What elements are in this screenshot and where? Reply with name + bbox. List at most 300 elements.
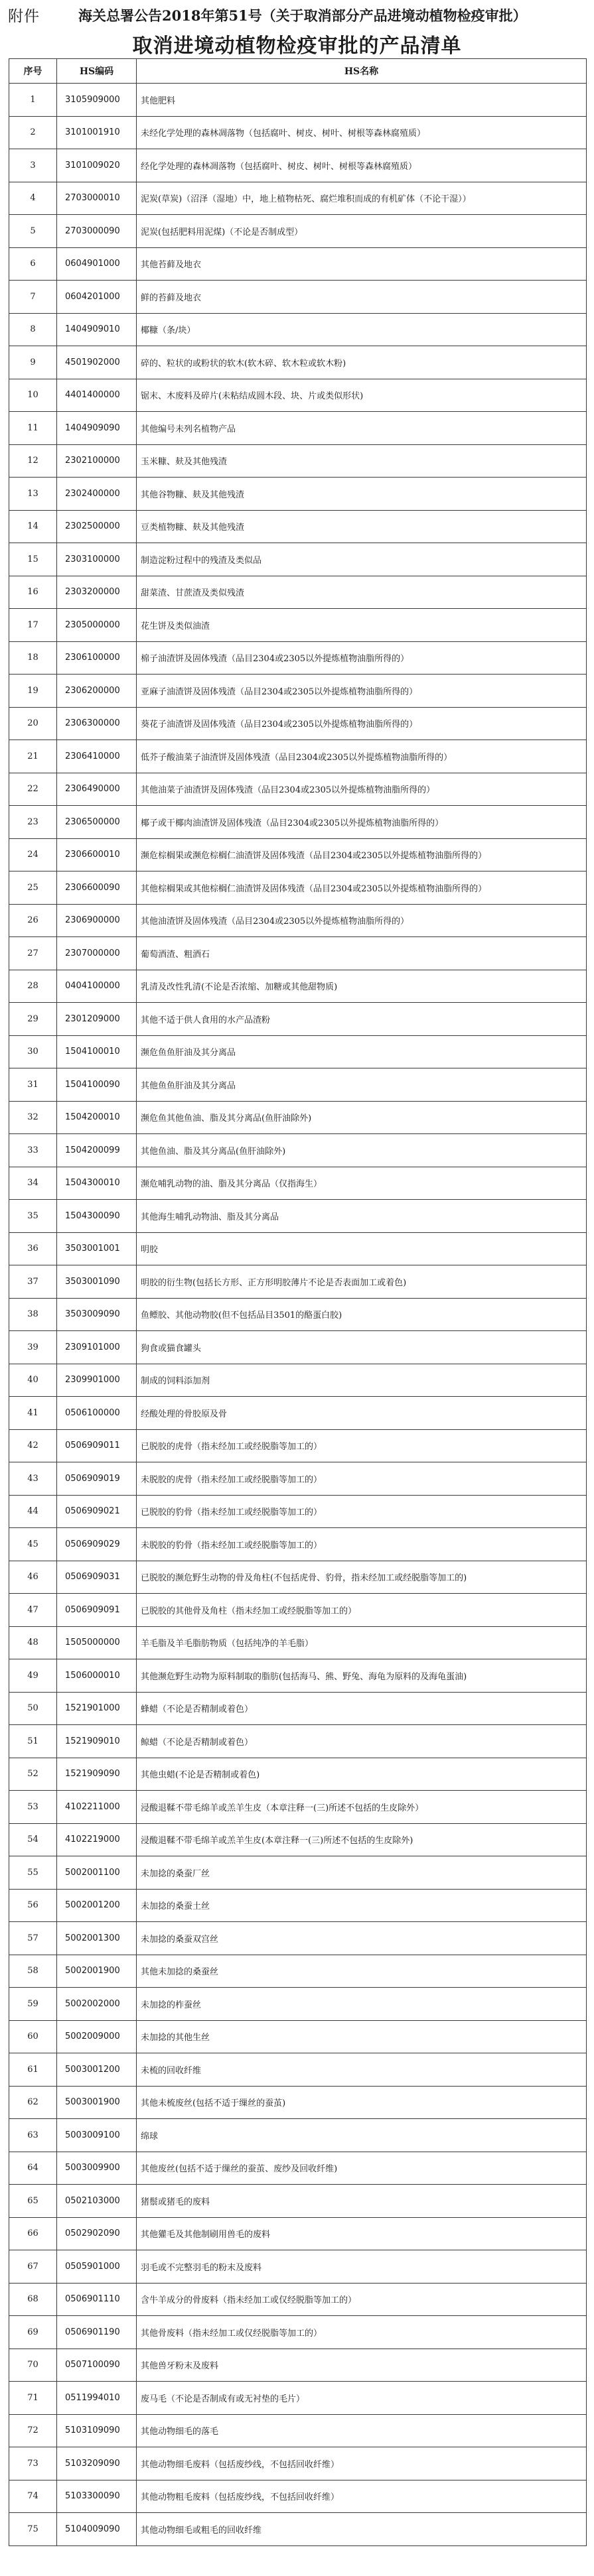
- cell-hs-name: 其他未梳废丝(包括不适于缫丝的蚕茧): [137, 2086, 587, 2119]
- cell-index: 40: [9, 1364, 57, 1397]
- table-row: [9, 2382, 587, 2415]
- cell-hs-name: 其他鱼油、脂及其分离品(鱼肝油除外): [137, 1134, 587, 1167]
- cell-index: 62: [9, 2086, 57, 2119]
- table-row: [9, 1200, 587, 1233]
- cell-hs-name: 棉子油渣饼及固体残渣（品目2304或2305以外提炼植物油脂所得的）: [137, 641, 587, 675]
- cell-index: 26: [9, 904, 57, 937]
- cell-hs-code: 2703000090: [57, 215, 137, 248]
- cell-index: 42: [9, 1429, 57, 1462]
- cell-hs-name: 含牛羊成分的骨废料（指未经加工或仅经脱脂等加工的）: [137, 2283, 587, 2316]
- cell-index: 46: [9, 1561, 57, 1594]
- cell-hs-code: 2306300000: [57, 707, 137, 740]
- table-row: [9, 675, 587, 708]
- cell-index: 34: [9, 1167, 57, 1200]
- column-header-hs-name: HS名称: [137, 59, 587, 84]
- table-header: [9, 59, 587, 84]
- table-row: [9, 215, 587, 248]
- cell-index: 53: [9, 1791, 57, 1824]
- cell-hs-code: 3101001910: [57, 116, 137, 149]
- table-row: [9, 2185, 587, 2218]
- cell-index: 63: [9, 2119, 57, 2152]
- cell-hs-name: 其他编号未列名植物产品: [137, 412, 587, 445]
- cell-index: 30: [9, 1035, 57, 1068]
- table-row: [9, 773, 587, 806]
- cell-hs-code: 0604901000: [57, 247, 137, 281]
- cell-hs-name: 其他动物细毛废料（包括废纱线，不包括回收纤维）: [137, 2447, 587, 2480]
- table-row: [9, 149, 587, 182]
- table-row: [9, 1397, 587, 1430]
- cell-hs-code: 0506909011: [57, 1429, 137, 1462]
- cell-index: 47: [9, 1594, 57, 1627]
- cell-index: 7: [9, 281, 57, 314]
- table-row: [9, 281, 587, 314]
- cell-index: 20: [9, 707, 57, 740]
- cell-index: 55: [9, 1856, 57, 1890]
- cell-hs-name: 濒危鱼鱼肝油及其分离品: [137, 1035, 587, 1068]
- cell-hs-name: 鱼鳔胶、其他动物胶(但不包括品目3501的酪蛋白胶): [137, 1298, 587, 1331]
- cell-hs-name: 椰子或干椰肉油渣饼及固体残渣（品目2304或2305以外提炼植物油脂所得的）: [137, 806, 587, 839]
- cell-hs-name: 花生饼及类似油渣: [137, 609, 587, 642]
- table-row: [9, 806, 587, 839]
- table-row: [9, 1725, 587, 1758]
- cell-hs-code: 1404909010: [57, 313, 137, 346]
- cell-index: 35: [9, 1200, 57, 1233]
- table-row: [9, 1955, 587, 1988]
- cell-index: 25: [9, 871, 57, 905]
- table-row: [9, 2086, 587, 2119]
- cell-hs-name: 蜂蜡（不论是否精制或着色）: [137, 1692, 587, 1725]
- cell-index: 36: [9, 1232, 57, 1265]
- table-row: [9, 1561, 587, 1594]
- cell-index: 38: [9, 1298, 57, 1331]
- cell-hs-code: 2302100000: [57, 444, 137, 478]
- cell-index: 17: [9, 609, 57, 642]
- table-row: [9, 2283, 587, 2316]
- cell-index: 23: [9, 806, 57, 839]
- cell-hs-name: 豆类植物糠、麸及其他残渣: [137, 510, 587, 543]
- cell-index: 39: [9, 1331, 57, 1364]
- cell-index: 50: [9, 1692, 57, 1725]
- cell-index: 60: [9, 2020, 57, 2053]
- cell-hs-code: 3503001090: [57, 1265, 137, 1299]
- table-row: [9, 641, 587, 675]
- cell-hs-code: 1521909010: [57, 1725, 137, 1758]
- cell-hs-code: 5002002000: [57, 1988, 137, 2021]
- cell-index: 61: [9, 2053, 57, 2087]
- cell-hs-code: 2301209000: [57, 1003, 137, 1036]
- cell-hs-name: 濒危哺乳动物的油、脂及其分离品（仅指海生）: [137, 1167, 587, 1200]
- cell-hs-name: 低芥子酸油菜子油渣饼及固体残渣（品目2304或2305以外提炼植物油脂所得的）: [137, 740, 587, 773]
- cell-hs-name: 明胶: [137, 1232, 587, 1265]
- cell-hs-name: 未脱胶的虎骨（指未经加工或经脱脂等加工的）: [137, 1462, 587, 1496]
- cell-index: 74: [9, 2480, 57, 2513]
- cell-hs-name: 泥炭(包括肥料用泥煤)（不论是否制成型）: [137, 215, 587, 248]
- table-row: [9, 1035, 587, 1068]
- cell-hs-code: 5003009100: [57, 2119, 137, 2152]
- cell-index: 58: [9, 1955, 57, 1988]
- table-row: [9, 1922, 587, 1955]
- cell-hs-code: 0506909031: [57, 1561, 137, 1594]
- cell-hs-name: 猪鬃或猪毛的废料: [137, 2185, 587, 2218]
- cell-hs-name: 濒危棕榈果或濒危棕榈仁油渣饼及固体残渣（品目2304或2305以外提炼植物油脂所得的）: [137, 838, 587, 871]
- cell-hs-name: 废马毛（不论是否制成有或无衬垫的毛片）: [137, 2382, 587, 2415]
- attachment-label: 附件: [8, 8, 40, 25]
- cell-hs-name: 未加捻的其他生丝: [137, 2020, 587, 2053]
- cell-hs-code: 5103300090: [57, 2480, 137, 2513]
- cell-index: 44: [9, 1495, 57, 1528]
- cell-index: 6: [9, 247, 57, 281]
- cell-hs-name: 未梳的回收纤维: [137, 2053, 587, 2087]
- cell-hs-code: 2305000000: [57, 609, 137, 642]
- cell-index: 24: [9, 838, 57, 871]
- table-row: [9, 2217, 587, 2250]
- cell-hs-name: 其他棕榈果或其他棕榈仁油渣饼及固体残渣（品目2304或2305以外提炼植物油脂所得的）: [137, 871, 587, 905]
- cell-hs-code: 0506901110: [57, 2283, 137, 2316]
- cell-hs-code: 0604201000: [57, 281, 137, 314]
- page-title: 取消进境动植物检疫审批的产品清单: [132, 34, 462, 58]
- table-row: [9, 116, 587, 149]
- cell-hs-name: 已脱胶的虎骨（指未经加工或经脱脂等加工的）: [137, 1429, 587, 1462]
- table-row: [9, 1856, 587, 1890]
- cell-hs-name: 亚麻子油渣饼及固体残渣（品目2304或2305以外提炼植物油脂所得的）: [137, 675, 587, 708]
- cell-hs-name: 已脱胶的濒危野生动物的骨及角柱(不包括虎骨、豹骨，指未经加工或经脱脂等加工的): [137, 1561, 587, 1594]
- cell-index: 75: [9, 2513, 57, 2546]
- table-row: [9, 1988, 587, 2021]
- cell-hs-code: 1504300090: [57, 1200, 137, 1233]
- table-row: [9, 871, 587, 905]
- cell-index: 32: [9, 1101, 57, 1134]
- cell-hs-name: 椰糠（条/块）: [137, 313, 587, 346]
- cell-index: 10: [9, 379, 57, 412]
- table-row: [9, 970, 587, 1003]
- cell-hs-name: 浸酸退鞣不带毛绵羊或羔羊生皮（本章注释一(三)所述不包括的生皮除外）: [137, 1791, 587, 1824]
- cell-index: 5: [9, 215, 57, 248]
- table-row: [9, 478, 587, 511]
- cell-hs-name: 其他不适于供人食用的水产品渣粉: [137, 1003, 587, 1036]
- cell-hs-code: 5003001200: [57, 2053, 137, 2087]
- cell-hs-code: 0506909091: [57, 1594, 137, 1627]
- table-row: [9, 2316, 587, 2349]
- table-row: [9, 1528, 587, 1561]
- table-row: [9, 1429, 587, 1462]
- cell-hs-code: 5002009000: [57, 2020, 137, 2053]
- table-row: [9, 2349, 587, 2382]
- table-row: [9, 1626, 587, 1659]
- cell-index: 11: [9, 412, 57, 445]
- cell-hs-name: 泥炭(草炭)（沼泽（湿地）中，地上植物枯死、腐烂堆积而成的有机矿体（不论干湿））: [137, 182, 587, 215]
- table-row: [9, 84, 587, 117]
- table-row: [9, 379, 587, 412]
- cell-hs-code: 2306500000: [57, 806, 137, 839]
- cell-index: 49: [9, 1659, 57, 1693]
- cell-hs-name: 未加捻的桑蚕土丝: [137, 1889, 587, 1922]
- cell-index: 28: [9, 970, 57, 1003]
- cell-hs-name: 经酸处理的骨胶原及骨: [137, 1397, 587, 1430]
- table-row: [9, 2119, 587, 2152]
- cell-hs-name: 其他兽牙粉末及废料: [137, 2349, 587, 2382]
- cell-hs-code: 1504200099: [57, 1134, 137, 1167]
- cell-hs-code: 0502902090: [57, 2217, 137, 2250]
- table-row: [9, 510, 587, 543]
- table-row: [9, 2447, 587, 2480]
- cell-index: 9: [9, 346, 57, 379]
- cell-hs-name: 锯末、木废料及碎片(未粘结成圆木段、块、片或类似形状): [137, 379, 587, 412]
- table-row: [9, 1364, 587, 1397]
- cell-hs-name: 其他废丝(包括不适于缫丝的蚕茧、废纱及回收纤维): [137, 2152, 587, 2185]
- table-row: [9, 247, 587, 281]
- cell-hs-name: 未加捻的柞蚕丝: [137, 1988, 587, 2021]
- cell-hs-code: 0502103000: [57, 2185, 137, 2218]
- cell-hs-code: 2306900000: [57, 904, 137, 937]
- cell-hs-code: 3503001001: [57, 1232, 137, 1265]
- cell-hs-code: 1504100090: [57, 1068, 137, 1102]
- cell-hs-name: 鲜的苔藓及地衣: [137, 281, 587, 314]
- cell-hs-name: 浸酸退鞣不带毛绵羊或羔羊生皮(本章注释一(三)所述不包括的生皮除外): [137, 1823, 587, 1856]
- cell-hs-code: 1521901000: [57, 1692, 137, 1725]
- table-row: [9, 1167, 587, 1200]
- cell-hs-code: 0404100000: [57, 970, 137, 1003]
- cell-index: 65: [9, 2185, 57, 2218]
- table-row: [9, 2480, 587, 2513]
- cell-index: 29: [9, 1003, 57, 1036]
- cell-index: 45: [9, 1528, 57, 1561]
- cell-index: 43: [9, 1462, 57, 1496]
- cell-hs-code: 0505901000: [57, 2250, 137, 2284]
- document-header: [0, 0, 594, 58]
- cell-index: 27: [9, 937, 57, 970]
- cell-index: 59: [9, 1988, 57, 2021]
- cell-hs-name: 羽毛或不完整羽毛的粉末及废料: [137, 2250, 587, 2284]
- cell-hs-name: 经化学处理的森林凋落物（包括腐叶、树皮、树叶、树根等森林腐殖质）: [137, 149, 587, 182]
- cell-hs-code: 3105909000: [57, 84, 137, 117]
- cell-hs-name: 绵球: [137, 2119, 587, 2152]
- table-row: [9, 1265, 587, 1299]
- cell-index: 15: [9, 543, 57, 576]
- cell-hs-code: 1504100010: [57, 1035, 137, 1068]
- cell-hs-name: 其他鱼鱼肝油及其分离品: [137, 1068, 587, 1102]
- table-row: [9, 1758, 587, 1791]
- cell-index: 3: [9, 149, 57, 182]
- cell-index: 37: [9, 1265, 57, 1299]
- cell-hs-name: 制成的饲料添加剂: [137, 1364, 587, 1397]
- cell-hs-name: 其他獾毛及其他制刷用兽毛的废料: [137, 2217, 587, 2250]
- cell-hs-code: 1506000010: [57, 1659, 137, 1693]
- cell-hs-name: 其他苔藓及地衣: [137, 247, 587, 281]
- cell-hs-code: 2303200000: [57, 576, 137, 609]
- cell-index: 4: [9, 182, 57, 215]
- cell-index: 68: [9, 2283, 57, 2316]
- cell-hs-name: 其他油菜子油渣饼及固体残渣（品目2304或2305以外提炼植物油脂所得的）: [137, 773, 587, 806]
- cell-hs-name: 鲸蜡（不论是否精制或着色）: [137, 1725, 587, 1758]
- cell-hs-name: 其他动物粗毛废料（包括废纱线，不包括回收纤维）: [137, 2480, 587, 2513]
- table-row: [9, 1692, 587, 1725]
- cell-index: 73: [9, 2447, 57, 2480]
- cell-index: 14: [9, 510, 57, 543]
- cell-hs-name: 未脱胶的豹骨（指未经加工或经脱脂等加工的）: [137, 1528, 587, 1561]
- table-row: [9, 1232, 587, 1265]
- cell-hs-code: 1505000000: [57, 1626, 137, 1659]
- cell-hs-name: 未经化学处理的森林凋落物（包括腐叶、树皮、树叶、树根等森林腐殖质）: [137, 116, 587, 149]
- table-row: [9, 1101, 587, 1134]
- table-row: [9, 1594, 587, 1627]
- cell-hs-code: 2703000010: [57, 182, 137, 215]
- cell-hs-code: 5003009900: [57, 2152, 137, 2185]
- cell-index: 12: [9, 444, 57, 478]
- cell-hs-code: 5002001900: [57, 1955, 137, 1988]
- table-row: [9, 838, 587, 871]
- cell-hs-name: 其他虫蜡(不论是否精制或着色): [137, 1758, 587, 1791]
- cell-index: 66: [9, 2217, 57, 2250]
- cell-index: 16: [9, 576, 57, 609]
- cell-hs-code: 5104009090: [57, 2513, 137, 2546]
- cell-index: 8: [9, 313, 57, 346]
- cell-hs-name: 碎的、粒状的或粉状的软木(软木碎、软木粒或软木粉): [137, 346, 587, 379]
- table-body: [9, 84, 587, 2546]
- cell-hs-code: 0511994010: [57, 2382, 137, 2415]
- table-row: [9, 1889, 587, 1922]
- cell-hs-code: 4501902000: [57, 346, 137, 379]
- cell-hs-name: 未加捻的桑蚕双宫丝: [137, 1922, 587, 1955]
- table-row: [9, 1462, 587, 1496]
- cell-hs-name: 濒危鱼其他鱼油、脂及其分离品(鱼肝油除外): [137, 1101, 587, 1134]
- cell-hs-name: 狗食或猫食罐头: [137, 1331, 587, 1364]
- product-list-table: [9, 58, 587, 2546]
- cell-index: 19: [9, 675, 57, 708]
- cell-hs-code: 2306490000: [57, 773, 137, 806]
- cell-hs-name: 其他海生哺乳动物油、脂及其分离品: [137, 1200, 587, 1233]
- cell-index: 64: [9, 2152, 57, 2185]
- cell-hs-code: 1504200010: [57, 1101, 137, 1134]
- table-row: [9, 2513, 587, 2546]
- cell-index: 69: [9, 2316, 57, 2349]
- cell-index: 48: [9, 1626, 57, 1659]
- cell-hs-code: 2309101000: [57, 1331, 137, 1364]
- cell-hs-code: 5103109090: [57, 2414, 137, 2447]
- cell-hs-name: 其他油渣饼及固体残渣（品目2304或2305以外提炼植物油脂所得的）: [137, 904, 587, 937]
- cell-index: 51: [9, 1725, 57, 1758]
- cell-hs-code: 1521909090: [57, 1758, 137, 1791]
- table-row: [9, 609, 587, 642]
- cell-hs-name: 制造淀粉过程中的残渣及类似品: [137, 543, 587, 576]
- table-row: [9, 576, 587, 609]
- table-row: [9, 2250, 587, 2284]
- table-row: [9, 1331, 587, 1364]
- cell-hs-name: 葵花子油渣饼及固体残渣（品目2304或2305以外提炼植物油脂所得的）: [137, 707, 587, 740]
- cell-index: 33: [9, 1134, 57, 1167]
- column-header-index: 序号: [9, 59, 57, 84]
- cell-hs-code: 4401400000: [57, 379, 137, 412]
- table-row: [9, 2053, 587, 2087]
- table-row: [9, 1298, 587, 1331]
- cell-hs-code: 2306410000: [57, 740, 137, 773]
- table-row: [9, 1791, 587, 1824]
- cell-index: 54: [9, 1823, 57, 1856]
- cell-hs-code: 0506909021: [57, 1495, 137, 1528]
- table-row: [9, 1659, 587, 1693]
- cell-index: 13: [9, 478, 57, 511]
- cell-hs-code: 1404909090: [57, 412, 137, 445]
- table-row: [9, 543, 587, 576]
- cell-hs-name: 其他动物细毛的落毛: [137, 2414, 587, 2447]
- cell-hs-code: 0506909019: [57, 1462, 137, 1496]
- cell-hs-name: 甜菜渣、甘蔗渣及类似残渣: [137, 576, 587, 609]
- cell-hs-code: 2306600090: [57, 871, 137, 905]
- cell-index: 67: [9, 2250, 57, 2284]
- cell-hs-name: 其他未加捻的桑蚕丝: [137, 1955, 587, 1988]
- cell-hs-name: 其他肥料: [137, 84, 587, 117]
- cell-hs-code: 2306600010: [57, 838, 137, 871]
- cell-hs-code: 0506909029: [57, 1528, 137, 1561]
- cell-index: 18: [9, 641, 57, 675]
- cell-index: 1: [9, 84, 57, 117]
- cell-index: 41: [9, 1397, 57, 1430]
- cell-hs-code: 5003001900: [57, 2086, 137, 2119]
- cell-index: 56: [9, 1889, 57, 1922]
- cell-hs-code: 2302400000: [57, 478, 137, 511]
- table-row: [9, 2152, 587, 2185]
- cell-index: 70: [9, 2349, 57, 2382]
- table-row: [9, 1134, 587, 1167]
- cell-hs-code: 5002001200: [57, 1889, 137, 1922]
- cell-hs-code: 2306100000: [57, 641, 137, 675]
- cell-hs-name: 其他谷物糠、麸及其他残渣: [137, 478, 587, 511]
- cell-hs-name: 明胶的衍生物(包括长方形、正方形明胶薄片不论是否表面加工或着色): [137, 1265, 587, 1299]
- table-row: [9, 707, 587, 740]
- table-row: [9, 1495, 587, 1528]
- cell-hs-code: 4102219000: [57, 1823, 137, 1856]
- table-row: [9, 904, 587, 937]
- cell-hs-name: 未加捻的桑蚕厂丝: [137, 1856, 587, 1890]
- cell-hs-code: 0506100000: [57, 1397, 137, 1430]
- cell-hs-code: 3101009020: [57, 149, 137, 182]
- cell-hs-name: 葡萄酒渣、粗酒石: [137, 937, 587, 970]
- cell-hs-name: 乳清及改性乳清(不论是否浓缩、加糖或其他甜物质): [137, 970, 587, 1003]
- cell-index: 71: [9, 2382, 57, 2415]
- table-row: [9, 740, 587, 773]
- cell-hs-code: 2309901000: [57, 1364, 137, 1397]
- table-row: [9, 182, 587, 215]
- cell-hs-code: 1504300010: [57, 1167, 137, 1200]
- cell-hs-name: 其他濒危野生动物为原料制取的脂肪(包括海马、熊、野兔、海龟为原料的及海龟蛋油): [137, 1659, 587, 1693]
- cell-hs-code: 4102211000: [57, 1791, 137, 1824]
- table-header-row: [9, 59, 587, 84]
- cell-hs-code: 2302500000: [57, 510, 137, 543]
- cell-index: 22: [9, 773, 57, 806]
- table-row: [9, 1003, 587, 1036]
- table-row: [9, 313, 587, 346]
- cell-index: 57: [9, 1922, 57, 1955]
- cell-hs-name: 羊毛脂及羊毛脂肪物质（包括纯净的羊毛脂）: [137, 1626, 587, 1659]
- cell-index: 2: [9, 116, 57, 149]
- cell-hs-code: 5002001300: [57, 1922, 137, 1955]
- table-row: [9, 2414, 587, 2447]
- cell-hs-name: 其他骨废料（指未经加工或仅经脱脂等加工的）: [137, 2316, 587, 2349]
- cell-hs-name: 玉米糠、麸及其他残渣: [137, 444, 587, 478]
- cell-hs-code: 5002001100: [57, 1856, 137, 1890]
- cell-hs-code: 3503009090: [57, 1298, 137, 1331]
- cell-hs-code: 2303100000: [57, 543, 137, 576]
- cell-hs-code: 0507100090: [57, 2349, 137, 2382]
- table-row: [9, 1823, 587, 1856]
- table-row: [9, 1068, 587, 1102]
- cell-index: 31: [9, 1068, 57, 1102]
- cell-hs-name: 已脱胶的其他骨及角柱（指未经加工或经脱脂等加工的）: [137, 1594, 587, 1627]
- table-row: [9, 937, 587, 970]
- cell-hs-name: 其他动物细毛或粗毛的回收纤维: [137, 2513, 587, 2546]
- table-row: [9, 444, 587, 478]
- cell-index: 21: [9, 740, 57, 773]
- cell-hs-code: 0506901190: [57, 2316, 137, 2349]
